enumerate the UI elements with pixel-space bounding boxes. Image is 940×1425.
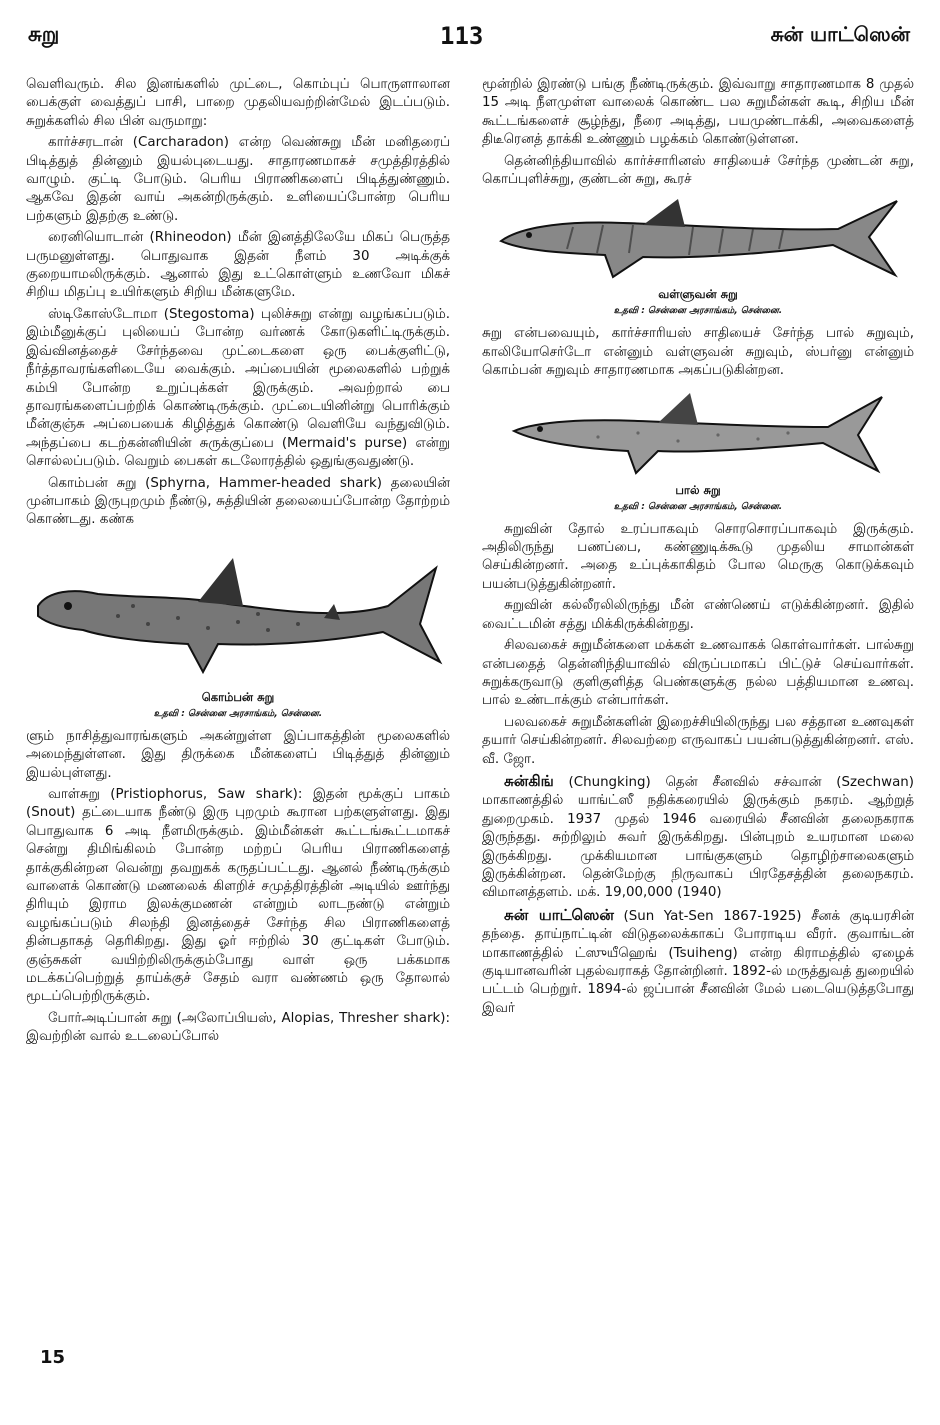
figure-caption: கொம்பன் சுறு <box>201 689 275 704</box>
paragraph: வெளிவரும். சில இனங்களில் முட்டை, கொம்புப் பொருளாலான பைக்குள் வைத்துப் பாசி, பாறை முதலியவற்றின்மேல் இடப்படும். சுறுக்களில் சில பின் வருமாறு: <box>26 77 450 129</box>
figure-tiger-shark <box>482 195 914 317</box>
entry-body: (Chungking) தென் சீனவில் சச்வான் (Szechwan) மாகாணத்தில் யாங்ட்ஸீ நதிக்கரையில் இருக்கும் நகரம். ஆற்றுத் துறைமுகம். 1937 முதல் 1946 வரையில் சீனவின் தலைநகராக இருந்தது. சுற்றிலும் சுவர் இருக்கிறது. பின்புறம் உயரமான மலை இருக்கிறது. முக்கியமான பாங்குகளும் தொழிற்சாலைகளும் இருக்கின்றன. தென்மேற்கு நிருவாகப் பிரதேசத்தின் தலைநகரம். விமானத்தளம். மக். 19,00,000 (1940) <box>482 774 914 901</box>
paragraph: சுறு என்பவையும், கார்ச்சாரியஸ் சாதியைச் சேர்ந்த பால் சுறுவும், காலியோசெர்டோ என்னும் வள்ளுவன் சுறுவும், ஸ்பர்னு என்னும் கொம்பன் சுறுவும் சாதாரணமாக அகப்படுகின்றன. <box>482 326 915 379</box>
entry-title: சுன்கிங் <box>504 771 554 790</box>
page-header <box>0 22 940 62</box>
paragraph: சுறுவின் கல்லீரலிலிருந்து மீன் எண்ணெய் எடுக்கின்றனர். இதில் வைட்டமின் சத்து மிக்கிருக்கின்றது. <box>482 598 914 632</box>
figure-hammerhead-shark <box>26 536 450 720</box>
running-head-left: சுறு <box>28 22 60 46</box>
milk-shark-illustration <box>508 387 888 479</box>
paragraph: சிலவகைச் சுறுமீன்களை மக்கள் உணவாகக் கொள்வார்கள். பால்சுறு என்பதைத் தென்னிந்தியாவில் விருப்பமாகப் பிட்டுச் செய்வார்கள். சுறுக்கருவாடு குளிகுளித்த பெண்களுக்கு நல்ல பத்தியமான உணவு. பால் உண்டாக்கும் என்பார்கள். <box>482 638 914 709</box>
figure-caption: வள்ளுவன் சுறு <box>658 287 738 302</box>
running-head-right: சுன் யாட்ஸென் <box>770 22 910 46</box>
entry-body: (Sun Yat-Sen 1867-1925) சீனக் குடியரசின் தந்தை. தாய்நாட்டின் விடுதலைக்காகப் போராடிய வீரர். குவாங்டன் மாகாணத்தில் ட்ஸுயீஹெங் (Tsuiheng) என்ற கிராமத்தில் ஏழைக் குடியானவரின் புதல்வராகத் தோன்றினர். 1892-ல் மருத்துவத் துறையில் பட்டம் பெற்றுர். 1894-ல் ஜப்பான் சீனவின் மேல் படையெடுத்தபோது இவர் <box>482 908 915 1016</box>
tiger-shark-illustration <box>493 195 903 283</box>
page-number: 113 <box>440 22 484 50</box>
lead-text: கொம்பன் சுறு (Sphyrna, Hammer-headed shark) <box>48 475 382 491</box>
footer-signature-number: 15 <box>40 1347 66 1368</box>
left-column <box>26 76 450 1050</box>
paragraph-rhineodon: ரைனியொடான் (Rhineodon) மீன் இனத்திலேயே மிகப் பெருத்த பருமனுள்ளது. பொதுவாக இதன் நீளம் 30 அடிக்குக் குறையாமலிருக்கும். ஆனால் இது உட்கொள்ளும் உணவோ மிகச் சிறிய மிதப்பு உயிர்களும் சிறிய மீன்களுமே. <box>26 230 450 301</box>
figure-caption: பால் சுறு <box>675 482 721 497</box>
paragraph: தென்னிந்தியாவில் கார்ச்சாரினஸ் சாதியைச் சேர்ந்த முண்டன் சுறு, கொப்புளிச்சுறு, குண்டன் சுறு, கூரச் <box>482 153 914 188</box>
entry-sun-yat-sen <box>482 906 914 1018</box>
paragraph: ளும் நாசித்துவாரங்களும் அகன்றுள்ள இப்பாகத்தின் மூலைகளில் அமைந்துள்ளன. இது திருக்கை மீன்களைப் பிடித்துத் தின்னும் இயல்புள்ளது. <box>26 728 450 781</box>
paragraph-saw-shark: வாள்சுறு (Pristiophorus, Saw shark): இதன் மூக்குப் பாகம் (Snout) தட்டையாக நீண்டு இரு புறமும் கூரான பற்களுள்ளது. இது பொதுவாக 6 அடி நீளமிருக்கும். இம்மீன்கள் கூட்டங்கூட்டமாகச் சென்று திமிங்கிலம் போன்ற மற்றப் பெரிய பிராணிகளைத் தாக்குகின்றன வென்று தவறுகக் கருதப்பட்டது. ஆனல் நீண்டிருக்கும் வாளைக் கொண்டு மணலைக் கிளறிச் சமுத்திரத்தின் அடியில் ஊர்ந்து திரியும் இராம இலக்குமணன் என்றும் லாடநண்டு என்றும் வழங்கப்படும் சிலந்தி இனத்தைச் சேர்ந்த சில பிராணிகளைத் தின்பதாகத் தெரிகிறது. இது ஓர் ஈற்றில் 30 குட்டிகள் போடும். குஞ்சுகள் வயிற்றிலிருக்கும்போது வாள் ஒரு பக்கமாக மடக்கப்பெற்றுத் தாய்க்குச் சேதம் வரா வண்ணம் ஒரு தோலால் மூடப்பெற்றிருக்கும். <box>26 786 450 1005</box>
paragraph-stegostoma: ஸ்டிகோஸ்டோமா (Stegostoma) புலிச்சுறு என்று வழங்கப்படும். இம்மீனுக்குப் புலியைப் போன்ற வர்ணக் கோடுகளிட்டிருக்கும். இவ்வினத்தைச் சேர்ந்தவை முட்டைகளை ஒரு பைக்குளிட்டு, நீர்த்தாவரங்களிடையே வைக்கும். அப்பையின் மூலைகளில் பற்றுக் கம்பி போன்ற உறுப்புக்கள் இருக்கும். அவற்றால் பை தாவரங்களைப்பற்றிக் கொண்டிருக்கும். முட்டையினின்று பொரிக்கும் மீன்குஞ்சு அப்பையைக் கிழித்துக் கொண்டு வெளியே வந்துவிடும். அந்தப்பை கடற்கன்னியின் சுருக்குப்பை (Mermaid's purse) என்று சொல்லப்படும். வெறும் பைகள் கடலோரத்தில் ஒதுங்குவதுண்டு. <box>26 306 450 470</box>
figure-credit: உதவி : சென்னை அரசாங்கம், சென்னை. <box>613 501 783 512</box>
hammerhead-shark-illustration <box>28 536 448 686</box>
paragraph-thresher-shark: போர்அடிப்பான் சுறு (அலோப்பியஸ், Alopias, Thresher shark): இவற்றின் வால் உடலைப்போல் <box>26 1010 450 1045</box>
entry-title: சுன் யாட்ஸென் <box>504 905 614 924</box>
figure-milk-shark <box>482 387 914 513</box>
figure-credit: உதவி : சென்னை அரசாங்கம், சென்னை. <box>153 708 323 719</box>
paragraph: சுறுவின் தோல் உரப்பாகவும் சொரசொரப்பாகவும் இருக்கும். அதிலிருந்து பணப்பை, கண்ணுடிக்கூடு முதலிய சாமான்கள் செய்கின்றனர். அதை உப்புக்காகிதம் போல மெருகு கொடுக்கவும் பயன்படுத்துகின்றனர். <box>482 521 914 592</box>
paragraph: மூன்றில் இரண்டு பங்கு நீண்டிருக்கும். இவ்வாறு சாதாரணமாக 8 முதல் 15 அடி நீளமுள்ள வாலைக் கொண்ட பல சுறுமீன்கள் கூடி, சிறிய மீன் கூட்டங்களைச் சூழ்ந்து, நீரை அடித்து, பயமுண்டாக்கி, அவைகளைத் திடீரெனத் தாக்கி உண்ணும் பழக்கம் கொண்டுள்ளன. <box>482 77 914 148</box>
right-column <box>482 76 914 1021</box>
paragraph-text: தலையின் முன்பாகம் இருபுறமும் நீண்டு, சுத்தியின் தலையைப்போன்ற தோற்றம் கொண்டது. கண்க <box>26 475 450 528</box>
paragraph: பலவகைச் சுறுமீன்களின் இறைச்சியிலிருந்து பல சத்தான உணவுகள் தயார் செய்கின்றனர். சிலவற்றை எருவாகப் பயன்படுத்துகின்றனர். எஸ். வீ. ஜோ. <box>482 714 914 767</box>
entry-chungking <box>482 772 914 903</box>
figure-credit: உதவி : சென்னை அரசாங்கம், சென்னை. <box>613 306 783 317</box>
paragraph-carcharadon: கார்ச்சரடான் (Carcharadon) என்ற வெண்சுறு மீன் மனிதரைப் பிடித்துத் தின்னும் இயல்புடையது. சாதாரணமாகச் சமுத்திரத்தில் வாழும். குட்டி போடும். பெரிய பிராணிகளைப் பிடித்துண்ணும். ஆகவே இதன் வாய் அகன்றிருக்கும். உளியைப்போன்ற பெரிய பற்களும் இதற்கு உண்டு. <box>26 135 450 224</box>
paragraph-sphyrna <box>26 475 450 530</box>
